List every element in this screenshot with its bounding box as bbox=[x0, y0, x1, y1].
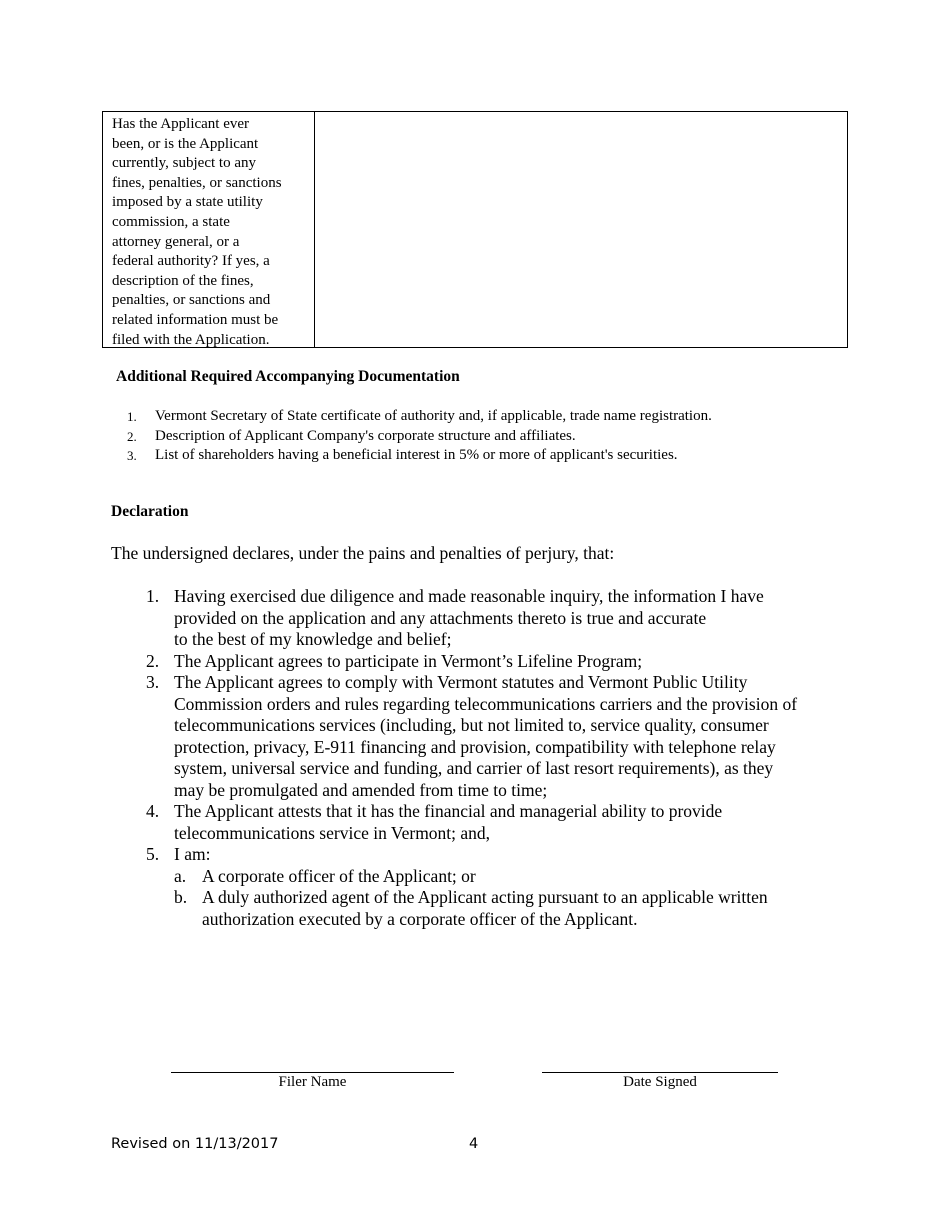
additional-docs-list bbox=[127, 407, 712, 466]
sub-item-text bbox=[202, 866, 476, 888]
date-signed-line[interactable] bbox=[542, 1072, 778, 1073]
doc-item-text: Vermont Secretary of State certificate of authority and, if applicable, trade name registration. bbox=[155, 408, 712, 424]
doc-item-number: 1. bbox=[127, 409, 137, 424]
declaration-item bbox=[146, 844, 846, 930]
declaration-list bbox=[146, 586, 846, 930]
declaration-item-text bbox=[174, 672, 846, 801]
declaration-line: telecommunications service in Vermont; and, bbox=[174, 822, 491, 843]
declaration-line: The Applicant agrees to participate in Vermont’s Lifeline Program; bbox=[174, 650, 643, 671]
sub-item-line: A duly authorized agent of the Applicant acting pursuant to an applicable written bbox=[202, 887, 768, 907]
declaration-intro: The undersigned declares, under the pains and penalties of perjury, that: bbox=[111, 543, 615, 563]
question-line: attorney general, or a bbox=[112, 233, 240, 250]
question-line: imposed by a state utility bbox=[112, 194, 263, 211]
declaration-item-number: 3. bbox=[146, 672, 160, 692]
doc-item-text: List of shareholders having a beneficial interest in 5% or more of applicant's securities. bbox=[155, 447, 678, 464]
declaration-line: I am: bbox=[174, 844, 211, 864]
question-table bbox=[102, 111, 848, 348]
question-line: been, or is the Applicant bbox=[112, 135, 259, 152]
question-line: filed with the Application. bbox=[112, 331, 270, 348]
question-cell bbox=[103, 112, 315, 347]
question-line: penalties, or sanctions and bbox=[112, 292, 271, 309]
filer-name-line[interactable] bbox=[171, 1072, 454, 1073]
question-line: related information must be bbox=[112, 311, 279, 328]
doc-list-item bbox=[127, 407, 712, 427]
additional-docs-heading: Additional Required Accompanying Documentation bbox=[116, 368, 460, 385]
sub-item-line: A corporate officer of the Applicant; or bbox=[202, 865, 476, 886]
page-number: 4 bbox=[469, 1136, 479, 1152]
sub-item-text bbox=[202, 887, 768, 930]
declaration-item-text bbox=[174, 651, 846, 673]
declaration-line: The Applicant agrees to comply with Vermont statutes and Vermont Public Utility bbox=[174, 672, 748, 692]
declaration-item bbox=[146, 801, 846, 844]
declaration-line: to the best of my knowledge and belief; bbox=[174, 629, 452, 649]
sub-item-letter: b. bbox=[174, 887, 188, 907]
date-signed-label: Date Signed bbox=[623, 1074, 697, 1090]
declaration-line: telecommunications services (including, but not limited to, service quality, consumer bbox=[174, 715, 769, 735]
declaration-item-text bbox=[174, 844, 846, 930]
doc-list-item bbox=[127, 446, 712, 466]
declaration-sub-item bbox=[174, 866, 846, 888]
declaration-item-number: 1. bbox=[146, 586, 160, 606]
declaration-line: provided on the application and any attachments thereto is true and accurate bbox=[174, 607, 707, 628]
question-line: commission, a state bbox=[112, 213, 230, 230]
declaration-item-number: 2. bbox=[146, 650, 160, 671]
question-line: fines, penalties, or sanctions bbox=[112, 174, 282, 191]
doc-list-item bbox=[127, 427, 712, 447]
declaration-item-number: 4. bbox=[146, 801, 160, 821]
declaration-item-number: 5. bbox=[146, 844, 160, 864]
doc-item-number: 2. bbox=[127, 428, 137, 444]
declaration-line: may be promulgated and amended from time to time; bbox=[174, 779, 548, 800]
answer-field[interactable] bbox=[315, 112, 847, 347]
declaration-item-text bbox=[174, 586, 846, 651]
sub-item-line: authorization executed by a corporate officer of the Applicant. bbox=[202, 908, 638, 929]
declaration-line: system, universal service and funding, and carrier of last resort requirements), as they bbox=[174, 758, 774, 778]
declaration-sub-list bbox=[174, 866, 846, 931]
sub-item-letter: a. bbox=[174, 865, 187, 886]
declaration-heading: Declaration bbox=[111, 503, 189, 520]
question-line: federal authority? If yes, a bbox=[112, 253, 270, 270]
declaration-item bbox=[146, 651, 846, 673]
declaration-item bbox=[146, 586, 846, 651]
doc-item-number: 3. bbox=[127, 448, 137, 464]
declaration-sub-item bbox=[174, 887, 846, 930]
declaration-line: The Applicant attests that it has the financial and managerial ability to provide bbox=[174, 801, 723, 821]
declaration-line: Having exercised due diligence and made reasonable inquiry, the information I have bbox=[174, 586, 764, 606]
declaration-item-text bbox=[174, 801, 846, 844]
question-line: description of the fines, bbox=[112, 272, 254, 289]
filer-name-label: Filer Name bbox=[278, 1074, 347, 1090]
declaration-line: protection, privacy, E-911 financing and provision, compatibility with telephone relay bbox=[174, 736, 776, 757]
doc-item-text: Description of Applicant Company's corporate structure and affiliates. bbox=[155, 427, 576, 444]
declaration-line: Commission orders and rules regarding telecommunications carriers and the provision of bbox=[174, 693, 798, 714]
revised-date: Revised on 11/13/2017 bbox=[111, 1136, 279, 1152]
question-line: Has the Applicant ever bbox=[112, 116, 250, 132]
declaration-item bbox=[146, 672, 846, 801]
question-line: currently, subject to any bbox=[112, 155, 256, 172]
